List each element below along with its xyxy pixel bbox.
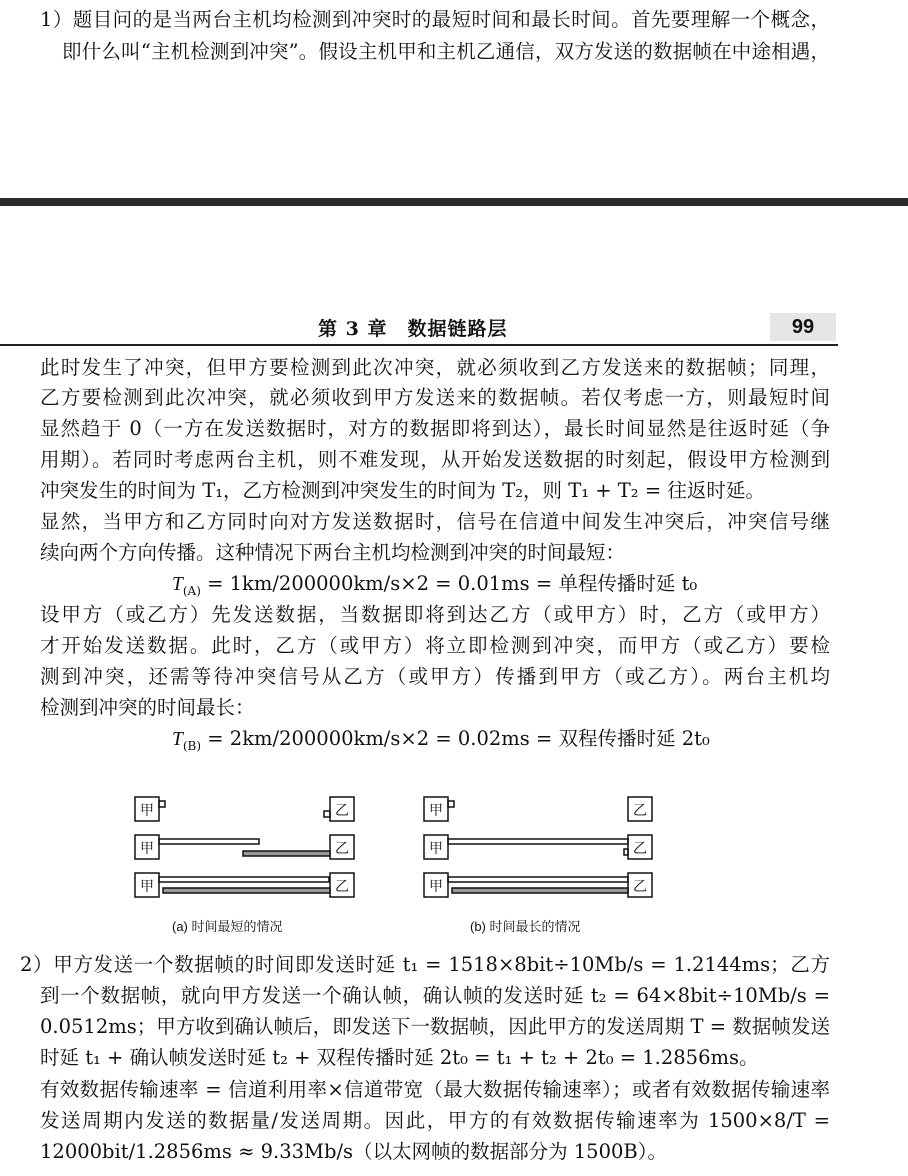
text-line: 2）甲方发送一个数据帧的时间即发送时延 t₁ = 1518×8bit÷10Mb/s = 1.2144ms；乙方 bbox=[20, 953, 830, 976]
text-line: 冲突发生的时间为 T₁，乙方检测到冲突发生的时间为 T₂，则 T₁ + T₂ = 往返时延。 bbox=[40, 479, 765, 502]
text-line: 测到冲突，还需等待冲突信号从乙方（或甲方）传播到甲方（或乙方）。两台主机均 bbox=[40, 665, 830, 688]
host-a-label: 甲 bbox=[140, 879, 154, 895]
text-line: 0.0512ms；甲方收到确认帧后，即发送下一数据帧，因此甲方的发送周期 T = 数据帧发送 bbox=[40, 1015, 830, 1038]
host-b-label: 乙 bbox=[633, 879, 647, 895]
host-a-label: 甲 bbox=[429, 841, 443, 857]
caption-a: (a) 时间最短的情况 bbox=[172, 919, 283, 934]
text-line: 设甲方（或乙方）先发送数据，当数据即将到达乙方（或甲方）时，乙方（或甲方） bbox=[40, 603, 830, 626]
host-a-label: 甲 bbox=[140, 841, 154, 857]
text-line: 12000bit/1.2856ms ≈ 9.33Mb/s（以太网帧的数据部分为 1500B）。 bbox=[40, 1140, 667, 1163]
text-line: 此时发生了冲突，但甲方要检测到此次冲突，就必须收到乙方发送来的数据帧；同理， bbox=[40, 356, 830, 379]
text-line: 有效数据传输速率 = 信道利用率×信道带宽（最大数据传输速率）；或者有效数据传输速率 bbox=[40, 1078, 830, 1101]
formula-rhs: = 2km/200000km/s×2 = 0.02ms = 双程传播时延 2t₀ bbox=[201, 727, 710, 750]
host-b-label: 乙 bbox=[335, 803, 349, 819]
text-line: 显然趋于 0（一方在发送数据时，对方的数据即将到达），最长时间显然是往返时延（争 bbox=[40, 417, 830, 440]
text-line: 检测到冲突的时间最长： bbox=[40, 696, 255, 719]
formula-rhs: = 1km/200000km/s×2 = 0.01ms = 单程传播时延 t₀ bbox=[200, 572, 698, 595]
formula-subscript: (B) bbox=[182, 738, 202, 753]
formula-symbol: T bbox=[172, 574, 183, 595]
host-a-label: 甲 bbox=[140, 803, 154, 819]
host-b-label: 乙 bbox=[633, 803, 647, 819]
text-line: 时延 t₁ + 确认帧发送时延 t₂ + 双程传播时延 2t₀ = t₁ + t₂ + 2t₀ = 1.2856ms。 bbox=[40, 1046, 759, 1069]
text-line: 乙方要检测到此次冲突，就必须收到甲方发送来的数据帧。若仅考虑一方，则最短时间 bbox=[40, 386, 830, 409]
text-line: 发送周期内发送的数据量/发送周期。因此，甲方的有效数据传输速率为 1500×8/T = bbox=[40, 1109, 830, 1132]
page-number: 99 bbox=[770, 313, 836, 341]
diagram-a bbox=[135, 797, 354, 897]
host-b-label: 乙 bbox=[335, 879, 349, 895]
text-line: 即什么叫“主机检测到冲突”。假设主机甲和主机乙通信，双方发送的数据帧在中途相遇， bbox=[62, 40, 830, 63]
diagram-b bbox=[424, 797, 652, 897]
text-line: 续向两个方向传播。这种情况下两台主机均检测到冲突的时间最短： bbox=[40, 541, 626, 564]
host-b-label: 乙 bbox=[335, 841, 349, 857]
chapter-header: 第 3 章 数据链路层 bbox=[318, 318, 508, 340]
host-a-label: 甲 bbox=[429, 879, 443, 895]
formula-subscript: (A) bbox=[182, 583, 201, 598]
text-line: 用期）。若同时考虑两台主机，则不难发现，从开始发送数据的时刻起，假设甲方检测到 bbox=[40, 448, 830, 471]
text-line: 1）题目问的是当两台主机均检测到冲突时的最短时间和最长时间。首先要理解一个概念， bbox=[40, 8, 830, 31]
caption-b: (b) 时间最长的情况 bbox=[470, 919, 581, 934]
formula-symbol: T bbox=[172, 729, 183, 750]
host-a-label: 甲 bbox=[429, 803, 443, 819]
text-line: 到一个数据帧，就向甲方发送一个确认帧，确认帧的发送时延 t₂ = 64×8bit÷10Mb/s = bbox=[40, 984, 830, 1007]
text-line: 显然，当甲方和乙方同时向对方发送数据时，信号在信道中间发生冲突后，冲突信号继 bbox=[40, 510, 830, 533]
text-line: 才开始发送数据。此时，乙方（或甲方）将立即检测到冲突，而甲方（或乙方）要检 bbox=[40, 634, 830, 657]
host-b-label: 乙 bbox=[633, 841, 647, 857]
